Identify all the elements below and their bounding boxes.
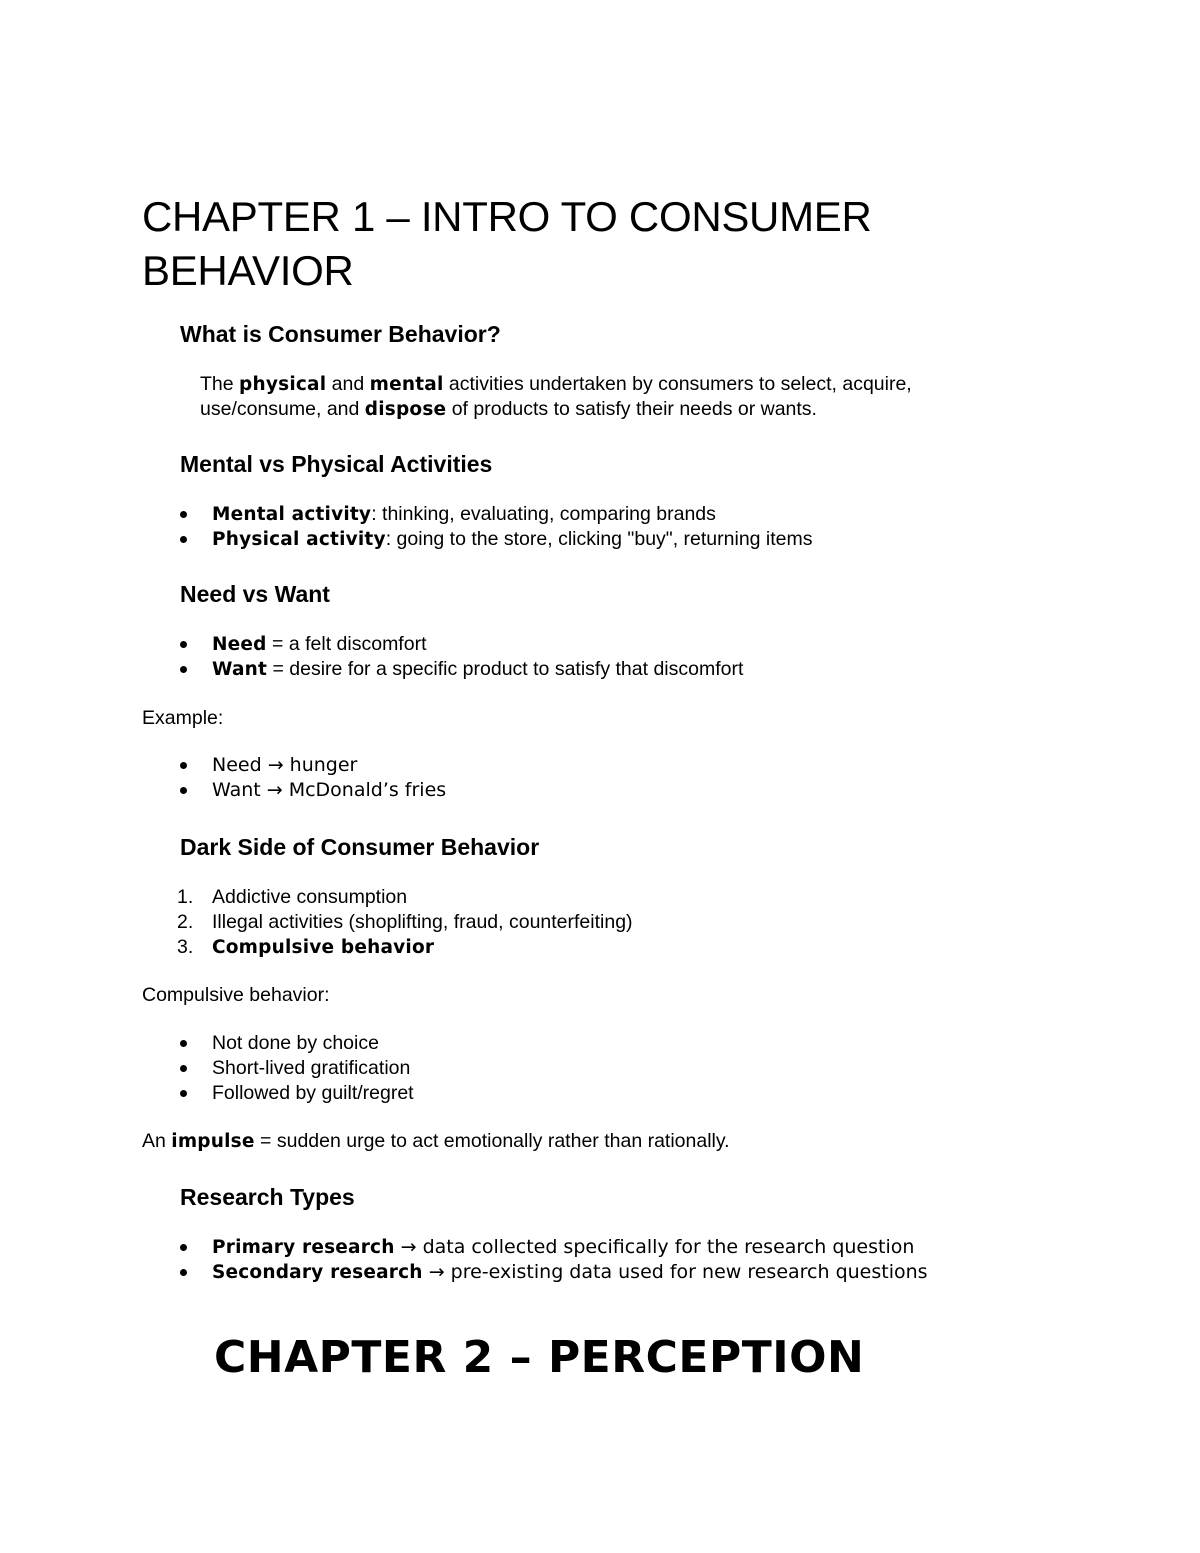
bullet-icon [180,787,187,794]
list-item [180,1260,928,1285]
list-item-text: Need → hunger [212,754,358,776]
definition-paragraph [200,372,1100,422]
list-item [180,1031,414,1056]
list-item-term: Physical activity [212,529,386,550]
bullet-icon [180,511,187,518]
list-item [180,527,813,552]
term-mental: mental [369,374,444,395]
definition-text: activities undertaken by consumers to select, acquire, [443,373,912,395]
list-item-text: Addictive consumption [212,886,408,908]
bullet-icon [180,1244,187,1251]
numbered-item [177,910,633,935]
bullet-icon [180,1269,187,1276]
list-item [180,753,446,778]
item-number: 1. [177,886,194,908]
list-item-text: Want → McDonald’s fries [212,779,447,801]
research-list [180,1235,928,1285]
numbered-item [177,885,633,910]
list-item-text: : thinking, evaluating, comparing brands [371,503,716,525]
list-item-term: Secondary research [212,1262,423,1283]
list-item [180,502,813,527]
list-item-text: : going to the store, clicking "buy", returning items [385,528,813,550]
definition-text: The [200,373,240,395]
list-item [180,1081,414,1106]
compulsive-label: Compulsive behavior: [142,984,330,1006]
list-item-text: = desire for a specific product to satisfy that discomfort [267,658,744,680]
definition-text: of products to satisfy their needs or wants. [446,398,817,420]
impulse-definition [142,1129,730,1154]
compulsive-list [180,1031,414,1106]
term-physical: physical [239,374,327,395]
chapter-2-title: CHAPTER 2 – PERCEPTION [214,1332,865,1383]
bullet-icon [180,762,187,769]
definition-text: use/consume, and [200,398,365,420]
bullet-icon [180,666,187,673]
list-item-text: Illegal activities (shoplifting, fraud, counterfeiting) [212,911,633,933]
list-item-term: Mental activity [212,504,372,525]
impulse-text: An [142,1130,172,1152]
bullet-icon [180,1040,187,1047]
item-number: 3. [177,936,194,958]
list-item-text: Short-lived gratification [212,1057,411,1079]
mental-physical-list [180,502,813,552]
list-item [180,778,446,803]
heading-mental-vs-physical: Mental vs Physical Activities [180,451,493,477]
heading-research-types: Research Types [180,1184,355,1210]
list-item [180,657,743,682]
need-want-list [180,632,743,682]
list-item-text: → data collected specifically for the research question [394,1236,915,1258]
list-item-term: Want [212,659,268,680]
numbered-item [177,935,633,960]
list-item-text: Not done by choice [212,1032,379,1054]
chapter-1-title: CHAPTER 1 – INTRO TO CONSUMER BEHAVIOR [142,193,872,294]
heading-dark-side: Dark Side of Consumer Behavior [180,834,540,860]
heading-need-vs-want: Need vs Want [180,581,330,607]
example-list [180,753,446,803]
list-item-text: Compulsive behavior [212,937,435,958]
list-item-term: Primary research [212,1237,395,1258]
dark-side-numbered-list [177,885,633,960]
list-item [180,1056,414,1081]
list-item-term: Need [212,634,267,655]
bullet-icon [180,641,187,648]
list-item-text: = a felt discomfort [266,633,427,655]
bullet-icon [180,1090,187,1097]
term-impulse: impulse [171,1131,255,1152]
list-item [180,1235,928,1260]
list-item [180,632,743,657]
heading-what-is-consumer-behavior: What is Consumer Behavior? [180,321,501,347]
bullet-icon [180,536,187,543]
definition-text: and [326,373,370,395]
example-label: Example: [142,707,224,729]
term-dispose: dispose [364,399,447,420]
bullet-icon [180,1065,187,1072]
item-number: 2. [177,911,194,933]
list-item-text: Followed by guilt/regret [212,1082,414,1104]
impulse-text: = sudden urge to act emotionally rather than rationally. [254,1130,730,1152]
list-item-text: → pre-existing data used for new research questions [422,1261,928,1283]
